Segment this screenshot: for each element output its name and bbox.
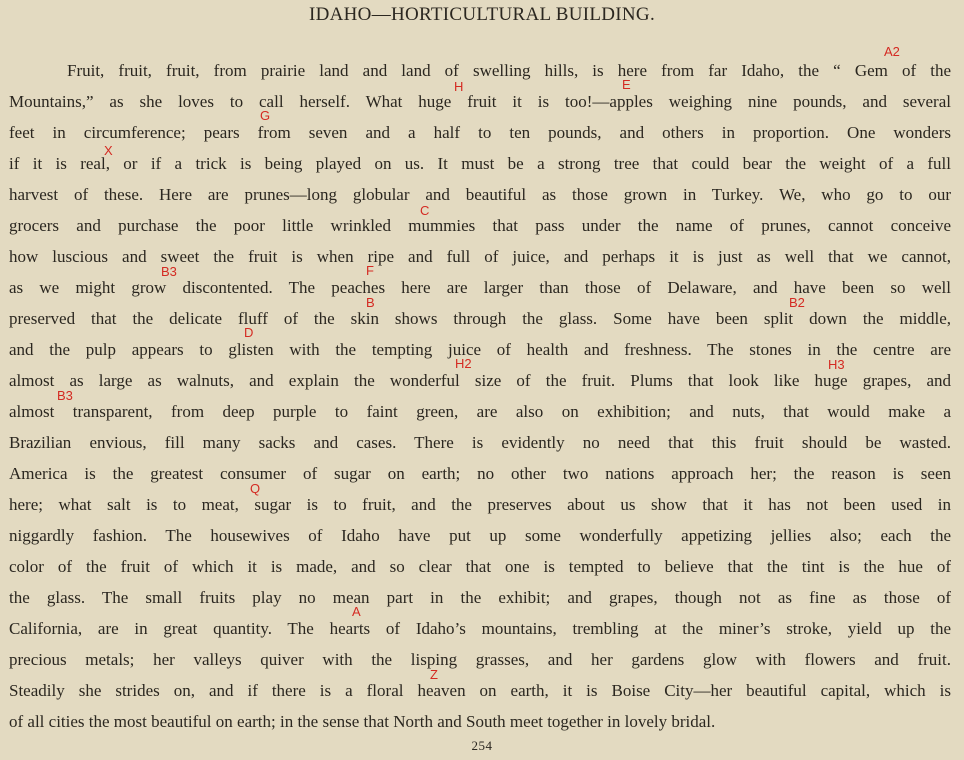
text-line: precious metals; her valleys quiver with the lisping grasses, and her gardens glow with flowers and fruit.: [9, 650, 951, 669]
annotation-marker: X: [104, 143, 113, 158]
text-line: Mountains,” as she loves to call herself. What huge fruit it is too!—apples weighing nine pounds, and several: [9, 92, 951, 111]
text-line: America is the greatest consumer of sugar on earth; no other two nations approach her; the reason is seen: [9, 464, 951, 483]
annotation-marker: G: [260, 108, 271, 123]
text-line: the glass. The small fruits play no mean part in the exhibit; and grapes, though not as fine as those of: [9, 588, 951, 607]
text-line: preserved that the delicate fluff of the skin shows through the glass. Some have been split down the middle,: [9, 309, 951, 328]
text-line: of all cities the most beautiful on earth; in the sense that North and South meet together in lovely bridal.: [9, 712, 716, 731]
annotation-marker: F: [366, 263, 374, 278]
text-line: how luscious and sweet the fruit is when ripe and full of juice, and perhaps it is just as well that we cannot,: [9, 247, 951, 266]
text-line: California, are in great quantity. The hearts of Idaho’s mountains, trembling at the miner’s stroke, yield up the: [9, 619, 951, 638]
text-line: harvest of these. Here are prunes—long globular and beautiful as those grown in Turkey. We, who go to our: [9, 185, 951, 204]
annotation-marker: B2: [789, 295, 805, 310]
annotation-marker: A2: [884, 44, 900, 59]
text-line: almost transparent, from deep purple to faint green, are also on exhibition; and nuts, that would make a: [9, 402, 951, 421]
text-line: and the pulp appears to glisten with the tempting juice of health and freshness. The stones in the centre are: [9, 340, 951, 359]
page-number: 254: [471, 738, 493, 753]
text-line: here; what salt is to meat, sugar is to fruit, and the preserves about us show that it has not been used in: [9, 495, 951, 514]
text-line: feet in circumference; pears from seven and a half to ten pounds, and others in proportion. One wonders: [9, 123, 951, 142]
annotation-marker: D: [244, 325, 254, 340]
text-line: if it is real, or if a trick is being played on us. It must be a strong tree that could bear the weight of a full: [9, 154, 951, 173]
annotation-marker: B3: [57, 388, 73, 403]
annotation-marker: Z: [430, 667, 438, 682]
annotation-marker: Q: [250, 481, 261, 496]
text-line: Brazilian envious, fill many sacks and cases. There is evidently no need that this fruit should be wasted.: [9, 433, 951, 452]
annotation-marker: H3: [828, 357, 845, 372]
text-line: color of the fruit of which it is made, and so clear that one is tempted to believe that the tint is the hue of: [9, 557, 951, 576]
annotation-marker: C: [420, 203, 430, 218]
page-title: IDAHO—HORTICULTURAL BUILDING.: [308, 4, 655, 25]
text-line: as we might grow discontented. The peaches here are larger than those of Delaware, and have been so well: [9, 278, 951, 297]
annotation-marker: H2: [455, 356, 472, 371]
annotation-marker: B3: [161, 264, 177, 279]
text-line: almost as large as walnuts, and explain the wonderful size of the fruit. Plums that look like huge grapes, and: [9, 371, 951, 390]
text-line: niggardly fashion. The housewives of Idaho have put up some wonderfully appetizing jellies also; each the: [9, 526, 951, 545]
annotation-marker: A: [352, 604, 361, 619]
text-line: Steadily she strides on, and if there is a floral heaven on earth, it is Boise City—her beautiful capital, which is: [9, 681, 951, 700]
text-line: Fruit, fruit, fruit, from prairie land and land of swelling hills, is here from far Idaho, the “ Gem of the: [67, 61, 951, 80]
annotation-marker: H: [454, 79, 464, 94]
annotation-marker: B: [366, 295, 375, 310]
annotation-marker: E: [622, 77, 631, 92]
text-line: grocers and purchase the poor little wrinkled mummies that pass under the name of prunes, cannot conceive: [9, 216, 951, 235]
